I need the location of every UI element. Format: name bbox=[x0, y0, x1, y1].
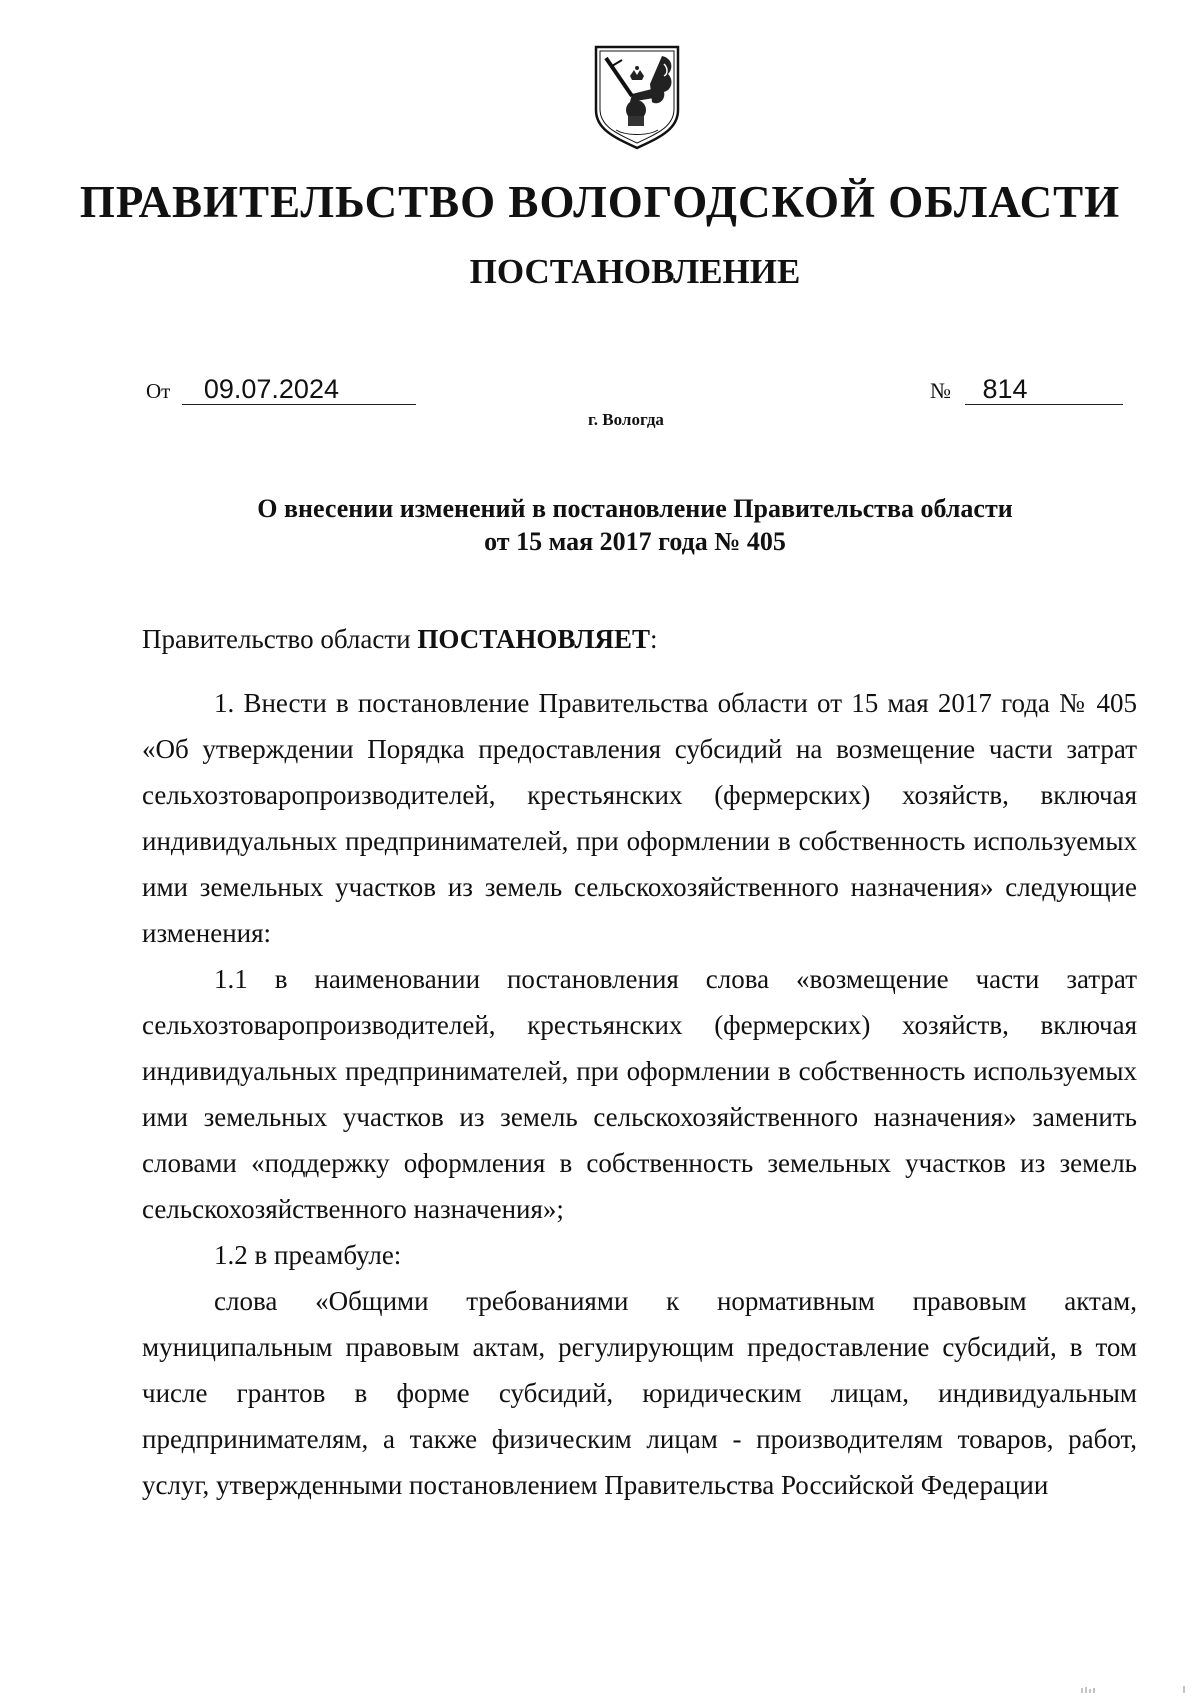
paragraph-1: 1. Внести в постановление Правительства области от 15 мая 2017 года № 405 «Об утверждении Порядка предоставления субсидий на возмещение части затрат сельхозтоваропроизводителей, крестьянских (фермерских) хозяйств, включая индивидуальных предпринимателей, при оформлении в собственность используемых ими земельных участков из земель сельскохозяйственного назначения» следующие изменения: bbox=[142, 688, 1137, 948]
government-title: ПРАВИТЕЛЬСТВО ВОЛОГОДСКОЙ ОБЛАСТИ bbox=[79, 177, 1121, 227]
intro-bold-keyword: ПОСТАНОВЛЯЕТ bbox=[417, 624, 650, 654]
intro-plain-text: Правительство области bbox=[142, 624, 418, 654]
number-prefix: № bbox=[930, 378, 951, 403]
resolution-intro bbox=[142, 616, 1137, 662]
subject-line-2: от 15 мая 2017 года № 405 bbox=[484, 527, 786, 556]
issue-city: г. Вологда bbox=[588, 410, 664, 429]
vologda-coat-of-arms-icon bbox=[592, 44, 682, 150]
paragraph-1-2-text: слова «Общими требованиями к нормативным правовым актам, муниципальным правовым актам, регулирующим предоставление субсидий, в том числе грантов в форме субсидий, юридическим лицам, индивидуальным предпринимателям, а также физическим лицам - производителям товаров, работ, услуг, утвержденными постановлением Правительства Российской Федерации bbox=[142, 1286, 1137, 1500]
paragraph-1-1: 1.1 в наименовании постановления слова «возмещение части затрат сельхозтоваропроизводителей, крестьянских (фермерских) хозяйств, включая индивидуальных предпринимателей, при оформлении в собственность используемых ими земельных участков из земель сельскохозяйственного назначения» заменить словами «поддержку оформления в собственность земельных участков из земель сельскохозяйственного назначения»; bbox=[142, 964, 1137, 1224]
document-subject bbox=[0, 492, 1200, 558]
document-type-title: ПОСТАНОВЛЕНИЕ bbox=[469, 252, 801, 291]
document-number-row bbox=[930, 374, 1123, 405]
document-number: 814 bbox=[965, 374, 1123, 405]
paragraph-1-2: 1.2 в преамбуле: bbox=[214, 1240, 402, 1270]
subject-line-1: О внесении изменений в постановление Правительства области bbox=[257, 494, 1013, 523]
document-body bbox=[142, 616, 1137, 1508]
intro-colon: : bbox=[649, 624, 658, 654]
document-date: 09.07.2024 bbox=[182, 374, 416, 405]
scan-artifact bbox=[1080, 1684, 1190, 1694]
date-prefix: От bbox=[146, 379, 171, 403]
document-date-row bbox=[146, 374, 416, 405]
